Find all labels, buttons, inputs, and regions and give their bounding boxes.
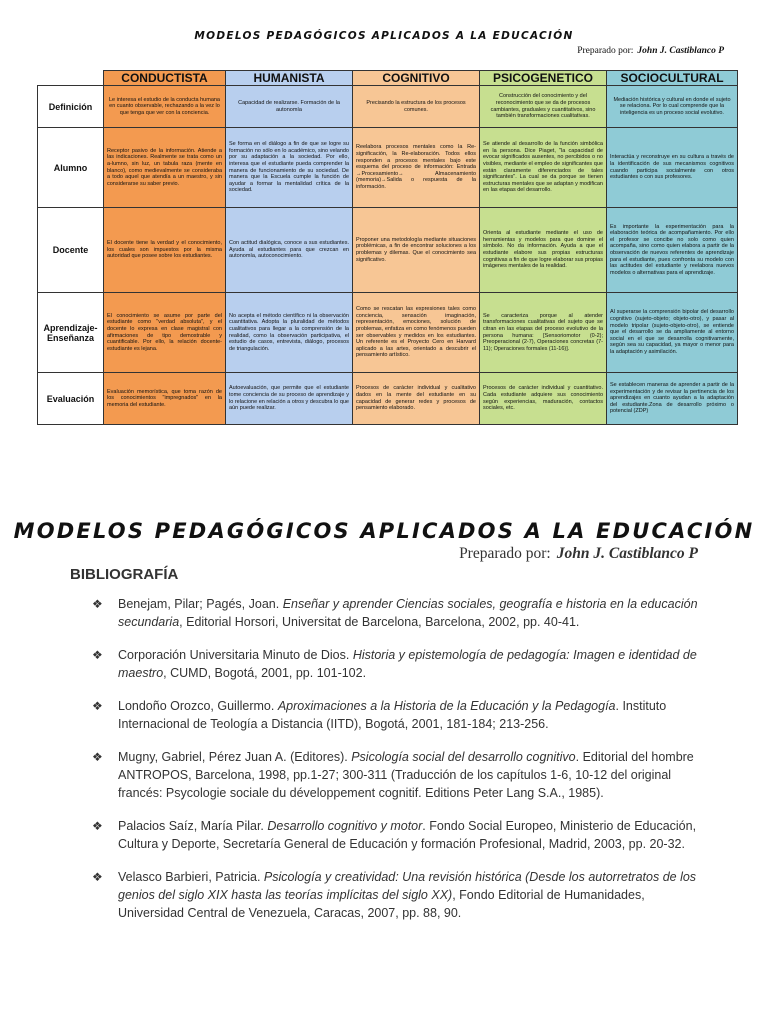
table-cell: Capacidad de realizarse. Formación de la autonomía (226, 86, 353, 128)
entry-title: Psicología y creatividad: Una revisión histórica (Desde los autorretratos de los genios del siglo XIX hasta las teorías implícitas del siglo XX) (118, 870, 697, 902)
bibliography-entry (92, 697, 702, 733)
table-cell: Se forma en el diálogo a fin de que se logre su formación no sólo en lo académico, sino velando por su adaptación a la sociedad. Por ello, interesa que el estudiante pueda comprender la manera de funcionamiento de su sociedad. De manera que la Escuela cumple la función de ayudar a formar la mentalidad crítica de la sociedad. (226, 128, 353, 208)
column-header: CONDUCTISTA (104, 71, 226, 86)
table-cell: Se establecen maneras de aprender a partir de la experimentación y de revisar la pertinencia de los aprendizajes en cuanto ayudan a la adaptación del estudiante.Zona de desarrollo próximo o potencial (ZDP) (607, 373, 738, 425)
row-header: Evaluación (38, 373, 104, 425)
entry-authors: Corporación Universitaria Minuto de Dios. (118, 648, 353, 662)
table-cell: Autoevaluación, que permite que el estudiante tome conciencia de su proceso de aprendizaje y lo relacione en relación a otros y descubra lo que aún puede realizar. (226, 373, 353, 425)
bibliography-heading: BIBLIOGRAFÍA (70, 566, 179, 583)
table-cell: No acepta el método científico ni la observación cuantitativa. Adopta la pluralidad de métodos cualitativos para llegar a la comprensión de la realidad, como la observación participativa, el estudio de casos, entrevista, diálogo, procesos de triangulación. (226, 293, 353, 373)
bibliography-page-title: MODELOS PEDAGÓGICOS APLICADOS A LA EDUCACIÓN (13, 519, 755, 543)
table-cell: Precisando la estructura de los procesos comunes. (353, 86, 480, 128)
table-cell: Receptor pasivo de la información. Atiende a las indicaciones. Realmente se trata como un a-lumno, sin luz, un tabula raza (mente en blanco), como medievalmente se consideraba a todo aquel que atendía a un maestro, y sin considerarse su saber previo. (104, 128, 226, 208)
diamond-bullet-icon: ❖ (92, 750, 103, 764)
author-name: John J. Castiblanco P (556, 545, 698, 562)
table-cell: Evaluación memorística, que toma razón de los conocimientos "impregnados" en la memoria del estudiante. (104, 373, 226, 425)
table-row (38, 293, 738, 373)
entry-title: Psicología social del desarrollo cognitivo (351, 750, 576, 764)
prepared-by (577, 46, 724, 56)
table-cell: Interactúa y reconstruye en su cultura a través de la identificación de sus mecanismos cognitivos cuando participa socialmente con otros estudiantes o con sus profesores. (607, 128, 738, 208)
models-table (37, 70, 738, 425)
table-cell: Proponer una metodología mediante situaciones problémicas, a fin de encontrar soluciones a los problemas y dilemas. Que el conocimiento sea significativo. (353, 208, 480, 293)
entry-authors: Mugny, Gabriel, Pérez Juan A. (Editores). (118, 750, 352, 764)
bibliography-entry (92, 646, 702, 682)
diamond-bullet-icon: ❖ (92, 597, 103, 611)
entry-authors: Benejam, Pilar; Pagés, Joan. (118, 597, 283, 611)
table-cell: Procesos de carácter individual y cuantitativo. Cada estudiante adquiere sus conocimiento según experiencias, maduración, contactos sociales, etc. (480, 373, 607, 425)
table-cell: El docente tiene la verdad y el conocimiento, los cuales son impuestos por la misma autoridad que posee sobre los estudiantes. (104, 208, 226, 293)
entry-publisher: . Fondo Social Europeo, Ministerio de Educación, Cultura y Deporte, Secretaría General de Educación y formación Profesional, Madrid, 2003, pp. 20-32. (118, 819, 697, 851)
entry-publisher: . Editorial del hombre ANTROPOS, Barcelona, 1998, pp.1-27; 300-311 (Traducción de los capítulos 1-6, 10-12 del original francés: Psycologie sociale du développement cognitif. Editions Peter Lang S.A., 1985). (118, 750, 694, 800)
column-header: HUMANISTA (226, 71, 353, 86)
table-cell: Reelabora procesos mentales como la Re-significación, la Re-elaboración. Todos ellos responden a procesos mentales bajo este esquema del proceso de información: Entrada →Procesamiento→ Almacenamiento (memoria)→Salida o respuesta de la información. (353, 128, 480, 208)
table-cell: Orienta al estudiante mediante el uso de herramientas y modelos para que domine el símbolo. No da información. Ayuda a que el estudiante elabore sus propias estructuras cognitivas a fin de que logre elaborar sus propias imágenes mentales de la realidad. (480, 208, 607, 293)
entry-authors: Velasco Barbieri, Patricia. (118, 870, 264, 884)
prepared-label: Preparado por: (577, 46, 634, 56)
entry-title: Desarrollo cognitivo y motor (267, 819, 423, 833)
table-cell: Al superarse la comprensión bipolar del desarrollo cognitivo (sujeto-objeto; objeto-otro), y pasar al modelo tripolar (sujeto-objeto-otro), se entiende que el desarrollo se da ampliamente al entorno social en el que se desarrolla cognitivamente, según sea su capacidad, ya mayor o menor para la adaptación y asimilación. (607, 293, 738, 373)
table-cell: Como se rescatan las expresiones tales como conciencia, sensación imaginación, representación, emociones, solución de problemas, enfatiza en como fenómenos pueden ser observables y medidos en los estudiantes. Un referente es el Proyecto Cero en Harvard aplicado a las artes, orientado a descubrir el pensamiento artístico. (353, 293, 480, 373)
entry-publisher: , Fondo Editorial de Humanidades, Universidad Central de Venezuela, Caracas, 2007, pp. 88, 90. (118, 888, 645, 920)
column-header: SOCIOCULTURAL (607, 71, 738, 86)
bibliography-list (92, 595, 702, 937)
table-row (38, 128, 738, 208)
table-row (38, 86, 738, 128)
entry-authors: Londoño Orozco, Guillermo. (118, 699, 278, 713)
table-row (38, 373, 738, 425)
table-row (38, 208, 738, 293)
table-cell: Mediación histórica y cultural en donde el sujeto se relaciona. Por lo cual comprende que la inteligencia es un proceso social evolutivo. (607, 86, 738, 128)
entry-title: Aproximaciones a la Historia de la Educación y la Pedagogía (277, 699, 616, 713)
row-header: Alumno (38, 128, 104, 208)
bibliography-entry (92, 817, 702, 853)
table-cell: Es importante la experimentación para la elaboración teórica de acompañamiento. Por ello el profesor se concibe no solo como quien acompaña, sino como quien elabora a partir de la observación de nuevos referentes de aprendizaje para el estudiante, pues confronta su modelo con las actitudes del estudiante y reelabora nuevos modelos o alternativas para el aprendizaje. (607, 208, 738, 293)
entry-publisher: , CUMD, Bogotá, 2001, pp. 101-102. (163, 666, 367, 680)
prepared-by (459, 545, 698, 563)
diamond-bullet-icon: ❖ (92, 870, 103, 884)
table-cell: Procesos de carácter individual y cualitativo dados en la mente del estudiante en su capacidad de generar redes y procesos de pensamiento elaborado. (353, 373, 480, 425)
table-cell: El conocimiento se asume por parte del estudiante como "verdad absoluta", y el docente lo expresa en clase magistral con afirmaciones de tipo demostrable y cuantificable. Por ello, la relación docente-estudiante es lejana. (104, 293, 226, 373)
table-cell: Construcción del conocimiento y del reconocimiento que se da de procesos cambiantes, graduales y cuantitativos, sino también transformaciones cualitativas. (480, 86, 607, 128)
bibliography-entry (92, 595, 702, 631)
diamond-bullet-icon: ❖ (92, 819, 103, 833)
entry-title: Enseñar y aprender Ciencias sociales, geografía e historia en la educación secundaria (118, 597, 698, 629)
table-header-row (38, 71, 738, 86)
bibliography-entry (92, 868, 702, 922)
row-header: Docente (38, 208, 104, 293)
entry-publisher: . Instituto Internacional de Teología a Distancia (IITD), Bogotá, 2001, 181-184; 213-256. (118, 699, 667, 731)
table-cell: Le interesa el estudio de la conducta humana en cuanto observable, rechazando a la vez lo que tenga que ver con la conciencia. (104, 86, 226, 128)
diamond-bullet-icon: ❖ (92, 648, 103, 662)
row-header: Definición (38, 86, 104, 128)
column-header: COGNITIVO (353, 71, 480, 86)
bibliography-entry (92, 748, 702, 802)
table-cell: Se caracteriza porque al atender transformaciones cualitativas del sujeto que se citran en las etapas del proceso evolutivo de la persona humana: [Sensoriomotor (0-2); Preoperacional (2-7), Operaciones concretas (7-11); Operaciones formales (11-16)]. (480, 293, 607, 373)
page-one (0, 0, 768, 465)
table-cell: Con actitud dialógica, conoce a sus estudiantes. Ayuda al estudiantes para que crezcan en autonomía, autoconocimiento. (226, 208, 353, 293)
entry-authors: Palacios Saíz, María Pilar. (118, 819, 268, 833)
column-header: PSICOGENETICO (480, 71, 607, 86)
page-title: MODELOS PEDAGÓGICOS APLICADOS A LA EDUCACIÓN (194, 30, 574, 42)
diamond-bullet-icon: ❖ (92, 699, 103, 713)
page-two (0, 465, 768, 1024)
table-corner (38, 71, 104, 86)
author-name: John J. Castiblanco P (637, 46, 724, 56)
prepared-label: Preparado por: (459, 545, 551, 562)
entry-title: Historia y epistemología de pedagogía: Imagen e identidad de maestro (118, 648, 697, 680)
row-header: Aprendizaje-Enseñanza (38, 293, 104, 373)
entry-publisher: , Editorial Horsori, Universitat de Barcelona, Barcelona, 2002, pp. 40-41. (179, 615, 580, 629)
table-cell: Se atiende al desarrollo de la función simbólica en la persona. Dice Piaget, "la capacidad de evocar significados ausentes, no percibidos o no visibles, mediante el empleo de significantes que están claramente diferenciados de tales significantes". La cual se da porque se tienen estructuras mentales que se adaptan y modifican en las etapas del desarrollo. (480, 128, 607, 208)
